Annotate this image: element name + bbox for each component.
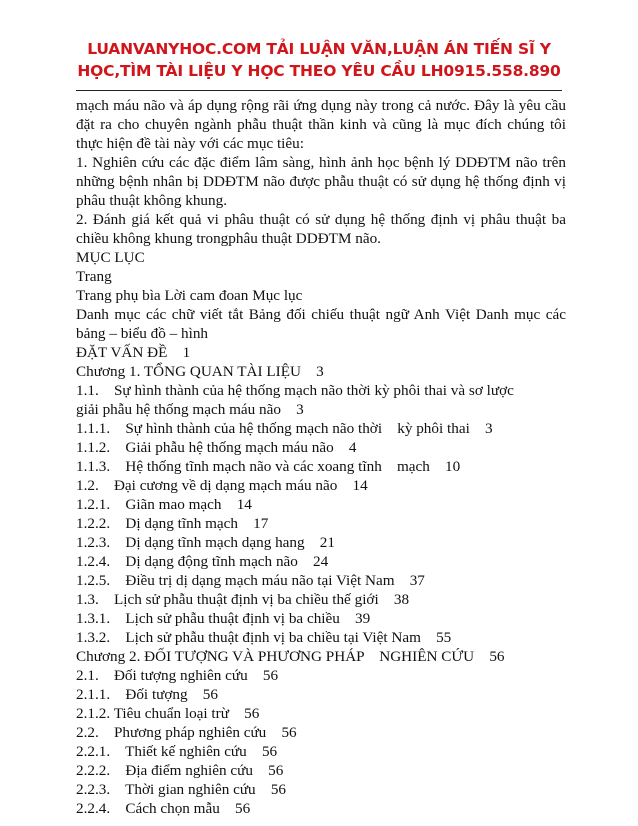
front-matter-line-1: Trang phụ bìa Lời cam đoan Mục lục — [76, 287, 303, 304]
toc-entry: 2.1.1. Đối tượng 56 — [76, 686, 218, 703]
toc-list — [76, 343, 566, 818]
goal-1: 1. Nghiên cứu các đặc điểm lâm sàng, hình ảnh học bệnh lý DDĐTM não trên những bệnh nhân bị DDĐTM não được phẫu thuật có sử dụng hệ thống định vị phâu thuật không khung. — [76, 154, 566, 209]
document-body — [76, 96, 566, 818]
toc-entry: 1.3. Lịch sử phẫu thuật định vị ba chiều thế giới 38 — [76, 591, 410, 608]
goal-2: 2. Đánh giá kết quả vi phâu thuật có sử dụng hệ thống định vị phâu thuật ba chiều không khung trongphâu thuật DDĐTM não. — [76, 211, 566, 247]
toc-entry: ĐẶT VẤN ĐỀ 1 — [76, 344, 191, 361]
toc-entry: 1.3.1. Lịch sử phẫu thuật định vị ba chiều 39 — [76, 610, 371, 627]
header-rule — [76, 90, 562, 91]
toc-entry: 1.2. Đại cương về dị dạng mạch máu não 14 — [76, 477, 368, 494]
toc-entry: 1.2.3. Dị dạng tĩnh mạch dạng hang 21 — [76, 534, 335, 551]
toc-entry: 2.2.4. Cách chọn mẫu 56 — [76, 800, 251, 817]
front-matter-line-2: Danh mục các chữ viết tắt Bảng đối chiếu thuật ngữ Anh Việt Danh mục các bảng – biểu đồ – hình — [76, 306, 566, 342]
toc-entry: 1.1.3. Hệ thống tĩnh mạch não và các xoang tĩnh mạch 10 — [76, 458, 461, 475]
toc-entry: 1.3.2. Lịch sử phẫu thuật định vị ba chiều tại Việt Nam 55 — [76, 629, 452, 646]
toc-entry: 2.1. Đối tượng nghiên cứu 56 — [76, 667, 279, 684]
toc-entry: 1.2.5. Điều trị dị dạng mạch máu não tại Việt Nam 37 — [76, 572, 425, 589]
toc-entry: 1.2.2. Dị dạng tĩnh mạch 17 — [76, 515, 269, 532]
toc-entry: 1.1.1. Sự hình thành của hệ thống mạch não thời kỳ phôi thai 3 — [76, 420, 493, 437]
site-banner — [40, 38, 598, 82]
toc-page-label: Trang — [76, 268, 112, 285]
banner-line-2: HỌC,TÌM TÀI LIỆU Y HỌC THEO YÊU CẦU LH0915.558.890 — [77, 62, 561, 80]
intro-paragraph: mạch máu não và áp dụng rộng rãi ứng dụng này trong cả nước. Đây là yêu cầu đặt ra cho chuyên ngành phẫu thuật thần kinh và cũng là mục đích chúng tôi thực hiện đề tài này với các mục tiêu: — [76, 97, 566, 152]
toc-entry: 2.2.1. Thiết kế nghiên cứu 56 — [76, 743, 278, 760]
toc-entry: Chương 2. ĐỐI TƯỢNG VÀ PHƯƠNG PHÁP NGHIÊN CỨU 56 — [76, 648, 505, 665]
toc-entry: 2.1.2. Tiêu chuẩn loại trừ 56 — [76, 705, 260, 722]
toc-entry: giải phẫu hệ thống mạch máu não 3 — [76, 401, 304, 418]
toc-entry: 2.2.2. Địa điểm nghiên cứu 56 — [76, 762, 284, 779]
toc-entry: 1.1.2. Giải phẫu hệ thống mạch máu não 4 — [76, 439, 357, 456]
toc-entry: 1.2.1. Giãn mao mạch 14 — [76, 496, 252, 513]
toc-entry: 1.1. Sự hình thành của hệ thống mạch não thời kỳ phôi thai và sơ lược — [76, 382, 514, 399]
toc-entry: 2.2. Phương pháp nghiên cứu 56 — [76, 724, 297, 741]
banner-line-1: LUANVANYHOC.COM TẢI LUẬN VĂN,LUẬN ÁN TIẾN SĨ Y — [87, 40, 551, 58]
toc-entry: 1.2.4. Dị dạng động tĩnh mạch não 24 — [76, 553, 329, 570]
toc-entry: 2.2.3. Thời gian nghiên cứu 56 — [76, 781, 287, 798]
toc-title: MỤC LỤC — [76, 249, 145, 266]
toc-entry: Chương 1. TỔNG QUAN TÀI LIỆU 3 — [76, 363, 324, 380]
